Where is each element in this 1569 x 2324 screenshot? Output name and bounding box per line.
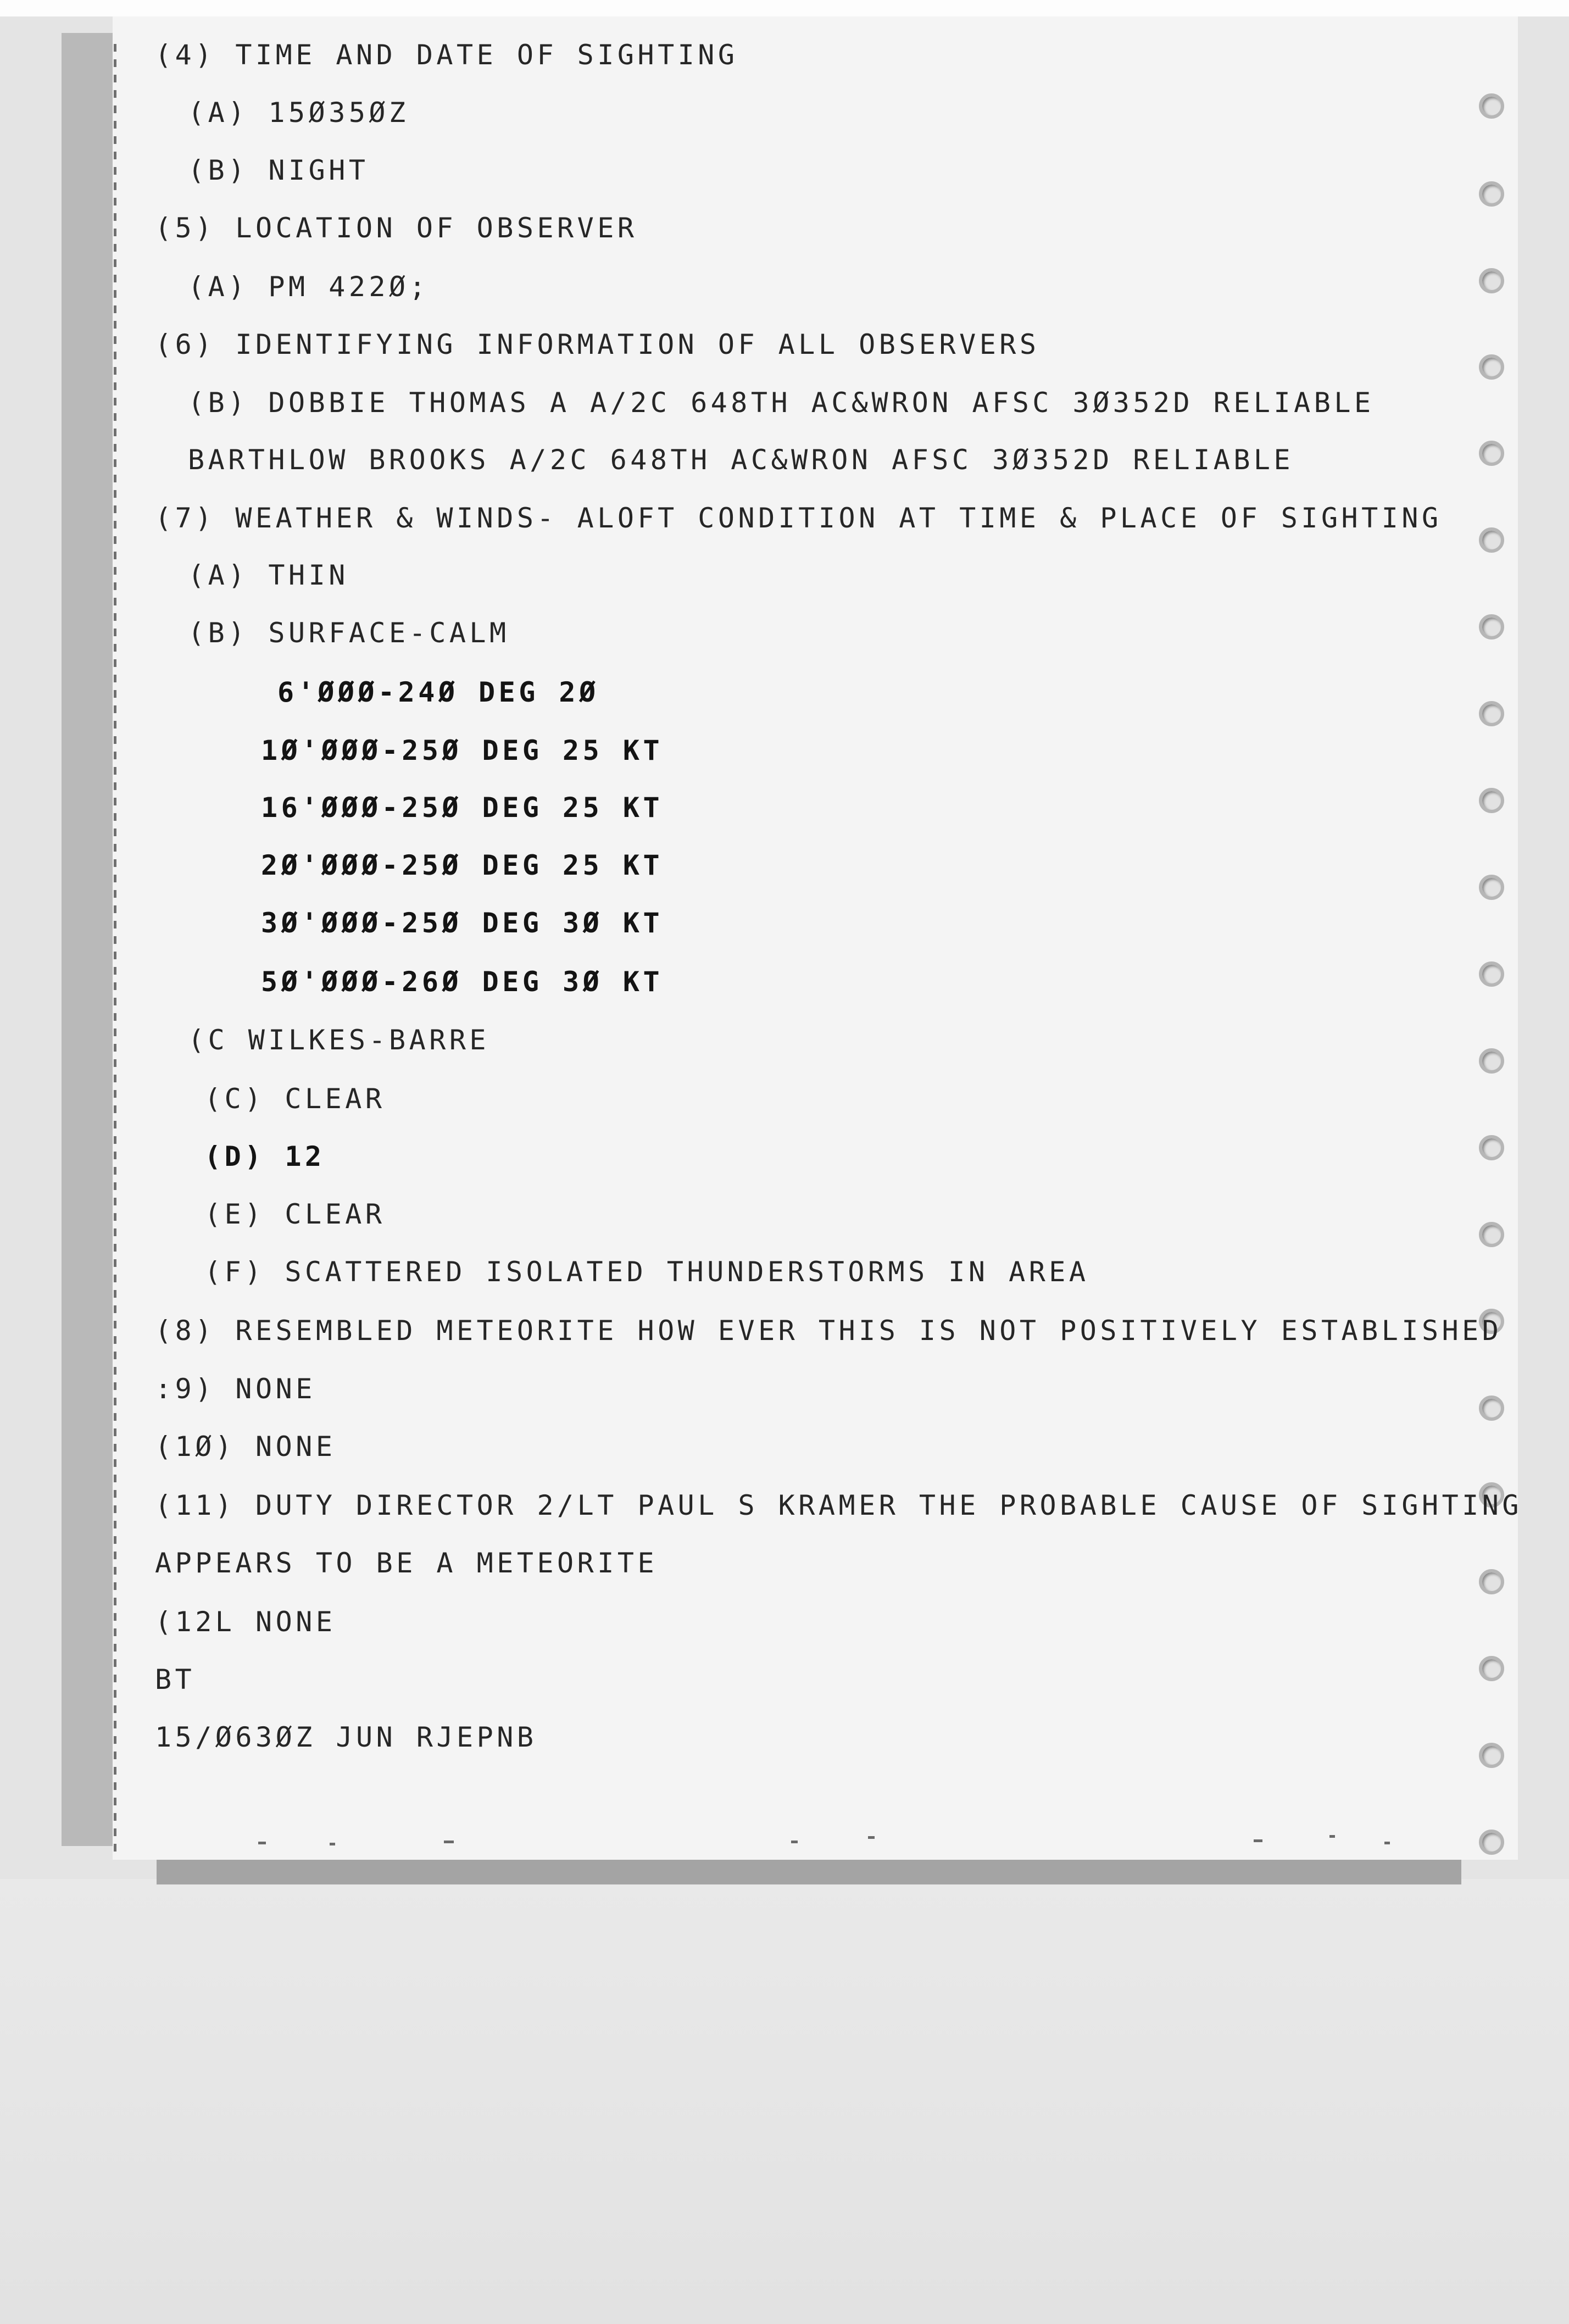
section-7b-surface: (B) SURFACE-CALM (188, 617, 510, 649)
section-7c-clear: (C) CLEAR (204, 1083, 386, 1115)
speck (791, 1841, 798, 1843)
section-10: (1Ø) NONE (155, 1431, 336, 1463)
observer-2: BARTHLOW BROOKS A/2C 648TH AC&WRON AFSC 3Ø352D RELIABLE (188, 444, 1294, 476)
observer-1: (B) DOBBIE THOMAS A A/2C 648TH AC&WRON AFSC 3Ø352D RELIABLE (188, 387, 1375, 419)
speck (258, 1842, 266, 1844)
speck (1384, 1842, 1390, 1844)
speck (330, 1843, 335, 1845)
section-7a-thin: (A) THIN (188, 559, 349, 591)
section-4a-time: (A) 15Ø35ØZ (188, 97, 409, 129)
winds-aloft-row: 2Ø'ØØØ-25Ø DEG 25 KT (261, 849, 664, 881)
station-wilkes-barre: (C WILKES-BARRE (188, 1024, 490, 1056)
section-5a-location: (A) PM 422Ø; (188, 271, 430, 303)
break-marker: BT (155, 1664, 196, 1695)
print-specks (0, 1830, 1569, 1852)
section-11-continued: APPEARS TO BE A METEORITE (155, 1547, 658, 1579)
winds-aloft-row: 16'ØØØ-25Ø DEG 25 KT (261, 792, 664, 824)
winds-aloft-row: 5Ø'ØØØ-26Ø DEG 3Ø KT (261, 966, 664, 998)
message-footer: 15/Ø63ØZ JUN RJEPNB (155, 1721, 537, 1753)
speck (868, 1836, 875, 1839)
section-9: :9) NONE (155, 1373, 316, 1405)
section-6-heading: (6) IDENTIFYING INFORMATION OF ALL OBSERVERS (155, 329, 1040, 360)
winds-aloft-row: 3Ø'ØØØ-25Ø DEG 3Ø KT (261, 907, 664, 939)
speck (1254, 1839, 1262, 1842)
section-5-heading: (5) LOCATION OF OBSERVER (155, 212, 638, 244)
section-4-heading: (4) TIME AND DATE OF SIGHTING (155, 39, 738, 71)
winds-aloft-row: 6'ØØØ-24Ø DEG 2Ø (277, 676, 599, 708)
section-8: (8) RESEMBLED METEORITE HOW EVER THIS IS NOT POSITIVELY ESTABLISHED (155, 1315, 1503, 1347)
section-7f-thunderstorms: (F) SCATTERED ISOLATED THUNDERSTORMS IN AREA (204, 1256, 1089, 1288)
section-4b-night: (B) NIGHT (188, 154, 369, 186)
speck (1329, 1835, 1335, 1838)
section-7d-visibility: (D) 12 (204, 1141, 325, 1172)
section-12: (12L NONE (155, 1606, 336, 1638)
scan-background (0, 1879, 1569, 2324)
winds-aloft-row: 1Ø'ØØØ-25Ø DEG 25 KT (261, 735, 664, 766)
section-7e-clear: (E) CLEAR (204, 1198, 386, 1230)
section-7-heading: (7) WEATHER & WINDS- ALOFT CONDITION AT TIME & PLACE OF SIGHTING (155, 502, 1442, 534)
speck (444, 1841, 454, 1843)
section-11: (11) DUTY DIRECTOR 2/LT PAUL S KRAMER THE PROBABLE CAUSE OF SIGHTING (155, 1489, 1522, 1521)
